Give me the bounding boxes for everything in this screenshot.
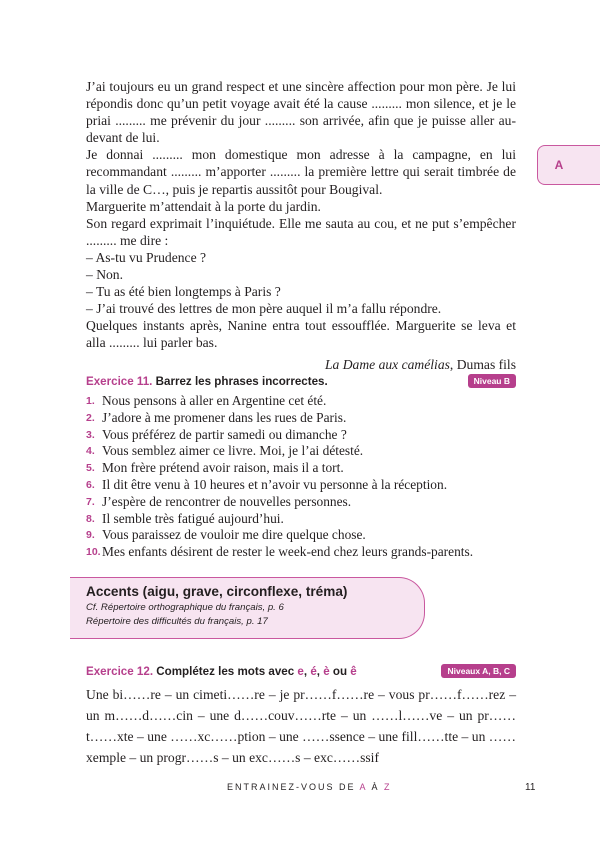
item-text: J’adore à me promener dans les rues de Paris. [102,409,347,425]
book-author: , Dumas fils [449,356,516,372]
passage-line-last: Quelques instants après, Nanine entra tout essoufflée. Marguerite se leva et alla ......... lui parler bas. [86,318,516,351]
book-title: La Dame aux camélias [324,356,450,372]
letter-e: e [297,664,304,678]
footer-brand [227,782,392,792]
item-number: 2. [86,411,95,424]
section-title: Accents (aigu, grave, circonflexe, tréma) [86,584,348,599]
passage-paragraph-2: Je donnai ......... mon domestique mon adresse à la campagne, en lui recommandant ......... m’apporter ......... la première lettre qui serait timbrée de la ville de C…, puis je repartis aussitôt pour Bougival. [86,147,516,197]
dialogue-line-3: – Tu as été bien longtemps à Paris ? [86,284,281,300]
section-tab-a[interactable] [537,145,600,185]
item-text: J’espère de rencontrer de nouvelles personnes. [102,493,352,509]
item-number: 1. [86,395,95,407]
reading-passage [86,78,516,373]
exercise-12-number: Exercice 12. [86,664,154,678]
list-item [86,511,516,528]
exercise-12-instruction: Complétez les mots avec [156,664,298,678]
separator: , [303,664,311,678]
list-item [86,410,516,427]
section-tab-label: A [554,158,564,172]
item-number: 3. [86,428,95,441]
list-item [86,427,516,444]
item-number: 4. [86,445,95,458]
page-number: 11 [525,782,536,793]
letter-e-circumflex: ê [350,664,357,678]
dialogue-line-2: – Non. [86,267,124,283]
list-item [86,494,516,511]
item-number: 5. [86,462,95,475]
passage-line-4: Son regard exprimait l’inquiétude. Elle me sauta au cou, et ne put s’empêcher ......... me dire : [86,215,516,248]
list-item [86,527,516,544]
section-header-accents [70,577,425,639]
item-text: Mon frère prétend avoir raison, mais il a tort. [102,460,344,476]
item-number: 8. [86,512,95,525]
list-item [86,443,516,460]
section-reference-1: Cf. Répertoire orthographique du français, p. 6 [86,602,284,613]
list-item [86,460,516,477]
separator: , [316,664,324,678]
item-text: Il semble très fatigué aujourd’hui. [102,510,284,526]
list-item [86,477,516,494]
item-text: Mes enfants désirent de rester le week-end chez leurs grands-parents. [102,544,474,560]
item-number: 6. [86,478,95,491]
levels-badge: Niveaux A, B, C [441,664,516,678]
section-reference-2: Répertoire des difficultés du français, p. 17 [86,616,268,627]
list-item [86,393,516,410]
exercise-11-number: Exercice 11. [86,374,153,388]
exercise-11-instruction: Barrez les phrases incorrectes. [155,374,328,388]
brand-text-mid: À [367,782,385,792]
list-item [86,544,516,561]
brand-letter-z: Z [384,782,392,792]
page-footer [0,782,600,796]
item-text: Vous semblez aimer ce livre. Moi, je l’ai détesté. [102,443,364,459]
exercise-12-words: Une bi……re – un cimeti……re – je pr……f……re – vous pr……f……rez – un m……d……cin – une d……couv……rte – un ……l……ve – un pr……t……xte – une ……xc……ption – une ……ssence – une fill……tte – un ……xemple – un progr……s – un exc……s – exc……ssif [86,687,516,765]
letter-e-acute: é [310,664,317,678]
brand-text: ENTRAINEZ-VOUS DE [227,782,360,792]
exercise-12-title [86,665,357,678]
exercise-11-title [86,375,328,388]
dialogue-line-4: – J’ai trouvé des lettres de mon père auquel il m’a fallu répondre. [86,301,442,317]
dialogue-line-1: – As-tu vu Prudence ? [86,249,207,265]
item-number: 7. [86,495,95,508]
passage-credit [86,356,516,373]
separator: ou [329,664,351,678]
exercise-12-header [86,663,516,679]
exercise-11-list [86,393,516,561]
brand-letter-a: A [359,782,368,792]
passage-line-3: Marguerite m’attendait à la porte du jardin. [86,198,321,214]
letter-e-grave: è [323,664,330,678]
passage-paragraph-1: J’ai toujours eu un grand respect et une sincère affection pour mon père. Je lui répondis donc qu’un petit voyage avait été la cause ......... mon silence, et je le priai ......... me prévenir du jour ......... son arrivée, afin que je puisse aller au-devant de lui. [86,79,516,146]
item-text: Vous préférez de partir samedi ou dimanche ? [102,426,347,442]
item-text: Il dit être venu à 10 heures et n’avoir vu personne à la réception. [102,476,448,492]
exercise-11-header [86,373,516,389]
item-text: Nous pensons à aller en Argentine cet été. [102,393,327,408]
item-number: 9. [86,529,95,542]
level-badge: Niveau B [468,374,516,388]
item-number: 10. [86,546,101,559]
item-text: Vous paraissez de vouloir me dire quelque chose. [102,527,366,543]
